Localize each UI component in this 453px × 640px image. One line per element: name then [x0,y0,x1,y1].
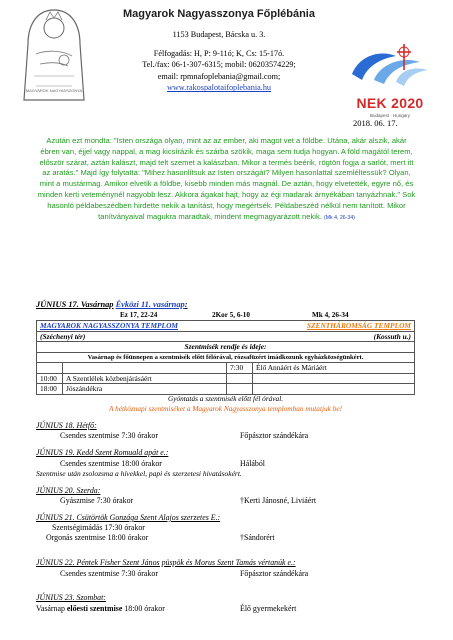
table-row [37,352,415,363]
day-heading: JÚNIUS 23. Szombat: [36,593,106,602]
day-heading: JÚNIUS 18. Hétfő: [36,421,97,430]
table-row [37,321,415,332]
day-note: Szentmise után zsolozsma a hívekkel, papi és szerzetesi hivatásokért. [36,469,242,478]
time-cell [227,373,253,384]
church-right-place: (Kossuth u.) [227,331,415,342]
nek-logo-subtitle: Budapest · Hungary [369,113,411,118]
day-heading: JÚNIUS 22. Péntek Fisher Szent János püspök és Morus Szent Tamás vértanúk e.: [36,558,296,567]
sunday-heading [36,300,188,309]
intention-cell [63,363,227,374]
website-link[interactable]: www.rakospalotaifoplebania.hu [166,83,272,93]
mass-label: Orgonás szentmise 18:00 órakor [46,533,149,542]
parish-address: 1153 Budapest, Bácska u. 3. [172,30,266,39]
day-heading: JÚNIUS 21. Csütörtök Gonzága Szent Alajos szerzetes E.: [36,513,221,522]
mass-label: Csendes szentmise 7:30 órakor [60,431,158,440]
mass-intention: †Kerti Jánosné, Liviáért [240,496,317,505]
gospel-reference: (Mk 4, 26-34) [323,214,355,221]
mass-label: Csendes szentmise 18:00 órakor [60,459,162,468]
confession-note: Gyóntatás a szentmisék előtt fél órával. [167,394,284,403]
table-row [37,363,415,374]
gospel-passage [36,136,417,223]
table-row [37,384,415,395]
church-left-place: (Széchenyi tér) [37,331,227,342]
nek-emblem-icon [338,40,442,92]
intention-cell: Jószándékra [63,384,227,395]
time-cell: 10:00 [37,373,63,384]
table-row [37,331,415,342]
day-heading: JÚNIUS 20. Szerda: [36,486,101,495]
phone-line: Tel./fax: 06-1-307-6315; mobil: 06203574229; [142,60,296,70]
table-row [37,373,415,384]
church-left-name: MAGYAROK NAGYASSZONYA TEMPLOM [37,321,227,332]
weekday-mass-note: A hétköznapi szentmiséket a Magyarok Nagyasszonya templomban mutatjuk be! [108,404,343,413]
time-cell: 7:30 [227,363,253,374]
mass-intention: Élő gyermekekért [240,604,297,613]
bulletin-date: 2018. 06. 17. [353,118,398,128]
mass-label-part: előesti szentmise [66,604,123,613]
day-heading: JÚNIUS 19. Kedd Szent Romuald apát e.: [36,448,169,457]
time-cell [37,363,63,374]
parish-header [100,8,338,94]
mass-label: Gyászmise 7:30 órakor [60,496,134,505]
sunday-colon: : [184,300,188,309]
nek-logo [338,40,442,118]
mass-label: Szentségimádás 17:30 órakor [52,523,145,532]
time-cell [227,384,253,395]
mass-intention: †Sándorért [240,533,275,542]
mass-label-part: Vasárnap [36,604,65,613]
parish-logo [6,4,102,108]
sunday-feast: Évközi 11. vasárnap [115,300,185,309]
reading-gospel: Mk 4, 26-34 [312,311,349,319]
intention-cell [253,373,415,384]
mass-intention: Főpásztor szándékára [240,569,309,578]
mass-label-part: 18:00 órakor [124,604,165,613]
intention-cell [253,384,415,395]
mass-label [36,604,165,613]
church-right-name: SZENTHÁROMSÁG TEMPLOM [227,321,415,332]
mass-label: Csendes szentmise 7:30 órakor [60,569,158,578]
table-row [37,342,415,353]
office-hours: Félfogadás: H, P: 9-11ó; K, Cs: 15-17ó. [153,48,285,58]
svg-text:MAGYAROK NAGYASSZONYA: MAGYAROK NAGYASSZONYA [25,88,83,93]
intention-cell: A Szentlélek közbenjárásáért [63,373,227,384]
email-line: email: rpmnafoplebania@gmail.com; [157,71,281,81]
rosary-notice: Vasárnap és főünnepen a szentmisék előtt félórával, rózsafüzért imádkozunk egyházközségünkért. [37,352,415,363]
sunday-date: JÚNIUS 17. Vasárnap [36,300,114,309]
nek-logo-text: NEK 2020 [356,95,424,111]
gospel-text: Azután ezt mondta: "Isten országa olyan, mint az az ember, aki magot vet a földbe. Utána, akár alszik, akár ébren van, éjjel vagy nappal, a mag kicsírázik és szárba szökik, maga sem tudja hogyan. A föld magától terem, először szárat, aztán kalászt, majd telt szemet a kalászban. Mikor a termés beérik, rögtön fogja a sarlót, mert itt az aratás." Majd így folytatta: "Mihez hasonlítsuk az Isten országát? Milyen hasonlattal szemléltessük? Olyan, mint a mustármag. Amikor elvetik a földbe, kisebb minden más magnál. De aztán, hogy elvetették, egyre nő, és minden kerti veteménynél nagyobb lesz. Akkora ágakat hajt, hogy az égi madarak árnyékában tanyázhnak." Sok hasonló példabeszédben hirdette nekik a tanítást, hogy megértsék. Példabeszéd nélkül nem tanított. Mikor tanítványaival magukra maradtak, mindent megmagyarázott nekik. [37,136,416,221]
time-cell: 18:00 [37,384,63,395]
intention-cell: Élő Annáért és Máriáért [253,363,415,374]
reading-second: 2Kor 5, 6-10 [212,311,250,319]
mass-intention: Főpásztor szándékára [240,431,309,440]
parish-name: Magyarok Nagyasszonya Főplébánia [123,8,315,20]
mass-intention: Hálából [240,459,265,468]
mass-schedule-table [36,320,415,395]
schedule-heading: Szentmisék rendje és ideje: [37,342,415,353]
reading-first: Ez 17, 22-24 [120,311,158,319]
